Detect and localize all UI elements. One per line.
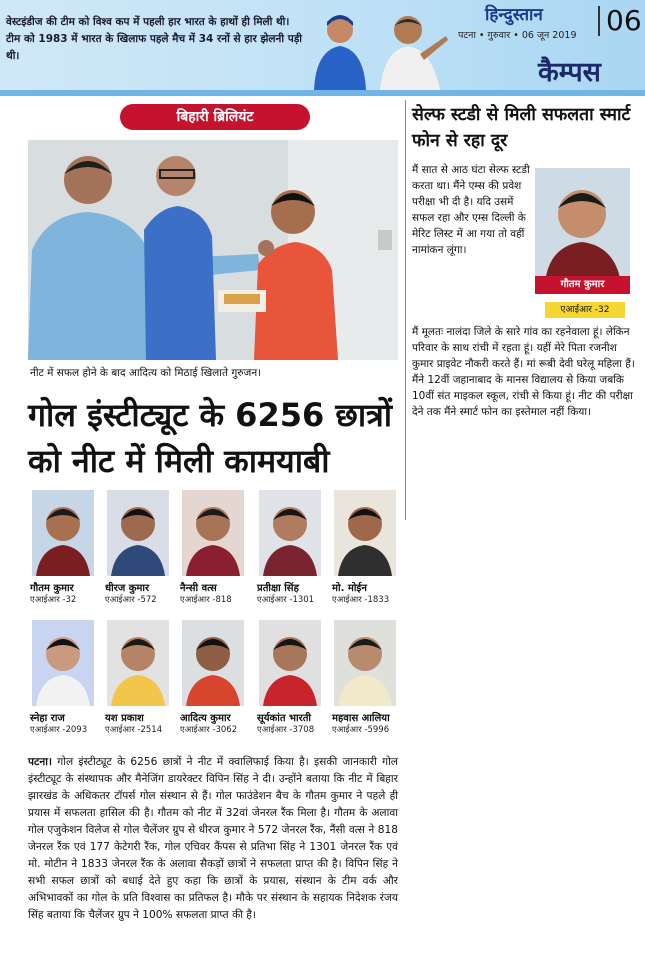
story-label: बिहारी ब्रिलियंट [120, 104, 310, 130]
student-rank: एआईआर -2093 [30, 725, 88, 735]
student-photo [32, 620, 94, 706]
student-name: आदित्य कुमार [180, 713, 231, 724]
article-body [28, 754, 398, 924]
cricketers-image [300, 6, 450, 90]
student-card [30, 490, 106, 605]
student-name: नैन्सी वत्स [180, 583, 217, 594]
sidebar-headline: सेल्फ स्टडी से मिली सफलता स्मार्ट फोन से रहा दूर [412, 105, 631, 151]
student-photo [334, 620, 396, 706]
banner-text: वेस्टइंडीज की टीम को विश्व कप में पहली हार भारत के हाथों ही मिली थी। टीम को 1983 में भारत के खिलाफ पहले मैच में 34 रनों से हार झेलनी पड़ी थी। [6, 16, 303, 62]
student-rank: एआईआर -2514 [105, 725, 163, 735]
student-rank: एआईआर -32 [30, 595, 77, 605]
date-line: पटना • गुरुवार • 06 जून 2019 [458, 30, 577, 41]
article-dateline: पटना। [28, 756, 52, 768]
student-name: गौतम कुमार [30, 583, 74, 594]
sidebar-text-full: मैं मूलतः नालंदा जिले के सारे गांव का रहनेवाला हूं। लेकिन परिवार के साथ रांची में रहता हूं। यहीं मेरे पिता रजनीश कुमार प्राइवेट नौकरी करते हैं। मां रूबी देवी घरेलू महिला हैं। मैंने 12वीं जहानाबाद के मानस विद्यालय से किया जबकि 10वीं संत माइकल स्कूल, रांची से किया हूं। नीट की परीक्षा देने तक मैंने स्मार्ट फोन का इस्तेमाल नहीं किया। [412, 326, 635, 418]
main-photo [28, 140, 398, 360]
student-name: सूर्यकांत भारती [257, 713, 312, 724]
student-name: मो. मोईन [332, 583, 367, 594]
photo-caption: नीट में सफल होने के बाद आदित्य को मिठाई खिलाते गुरुजन। [30, 367, 262, 379]
student-name: महवास आलिया [332, 713, 390, 724]
student-card [180, 490, 256, 605]
column-divider [405, 100, 406, 520]
student-rank: एआईआर -3708 [257, 725, 315, 735]
student-card [105, 620, 181, 735]
page-number: 06 [598, 6, 642, 36]
student-photo [182, 620, 244, 706]
section-title: कैम्पस [538, 57, 601, 88]
student-photo [32, 490, 94, 576]
student-card [257, 620, 333, 735]
sidebar-text-narrow: मैं सात से आठ घंटा सेल्फ स्टडी करता था। मैंने एम्स की प्रवेश परीक्षा भी दी है। यदि उसमें सफल रहा और एम्स दिल्ली के मेरिट लिस्ट में आ गया तो वहीं नामांकन लूंगा। [412, 164, 530, 256]
sidebar-name-tag: गौतम कुमार [535, 276, 630, 294]
student-card [332, 620, 408, 735]
student-card [332, 490, 408, 605]
student-photo [182, 490, 244, 576]
newspaper-name: हिन्दुस्तान [485, 5, 543, 25]
student-name: प्रतीक्षा सिंह [257, 583, 299, 594]
student-name: यश प्रकाश [105, 713, 144, 724]
student-card [105, 490, 181, 605]
student-rank: एआईआर -3062 [180, 725, 238, 735]
student-name: स्नेहा राज [30, 713, 65, 724]
gautam-kumar-portrait [535, 168, 630, 283]
main-headline: गोल इंस्टीट्यूट के 6256 छात्रों को नीट में मिली कामयाबी [28, 396, 393, 480]
student-photo [259, 490, 321, 576]
student-photo [334, 490, 396, 576]
student-rank: एआईआर -572 [105, 595, 157, 605]
student-rank: एआईआर -1301 [257, 595, 315, 605]
student-rank: एआईआर -818 [180, 595, 232, 605]
student-card [180, 620, 256, 735]
article-text: गोल इंस्टीट्यूट के 6256 छात्रों ने नीट में क्वालिफाई किया है। इसकी जानकारी गोल इंस्टीट्यूट के संस्थापक और मैनेजिंग डायरेक्टर विपिन सिंह ने दी। उन्होंने बताया कि नीट में बिहार झारखंड के अधिकतर टॉपर्स गोल संस्थान से हैं। गोल फाउंडेशन बैच के गौतम कुमार ने पहले ही प्रयास में सफलता हासिल की है। गौतम को नीट में 32वां जेनरल रैंक मिला है। गौतम के अलावा गोल एजुकेशन विलेज से गोल चैलेंजर ग्रुप से धीरज कुमार ने 572 जेनरल रैंक, नैंसी वत्स ने 818 जेनरल रैंक एवं 177 केटेगरी रैंक, गोल एचिवर कैंपस से प्रतिभा सिंह ने 1301 जेनरल रैंक एवं मो. मोटीन ने 1833 जेनरल रैंक के अलावा सैकड़ों छात्रों ने सफलता प्राप्त की है। विपिन सिंह ने सभी सफल छात्रों को बधाई देते हुए कहा कि छात्रों के प्रयास, संस्थान के टीम वर्क और अभिभावकों का गोल के प्रति विश्वास का प्रतिफल है। मौके पर संस्थान के सहायक निदेशक रंजय सिंह बताया कि चैलेंजर ग्रुप ने 100% सफलता प्राप्त की है। [28, 756, 398, 921]
header-divider [0, 90, 645, 96]
student-photo [259, 620, 321, 706]
sidebar-rank-tag: एआईआर -32 [545, 302, 625, 318]
student-card [30, 620, 106, 735]
student-name: धीरज कुमार [105, 583, 150, 594]
student-photo [107, 490, 169, 576]
student-rank: एआईआर -1833 [332, 595, 390, 605]
student-photo [107, 620, 169, 706]
student-rank: एआईआर -5996 [332, 725, 390, 735]
student-card [257, 490, 333, 605]
